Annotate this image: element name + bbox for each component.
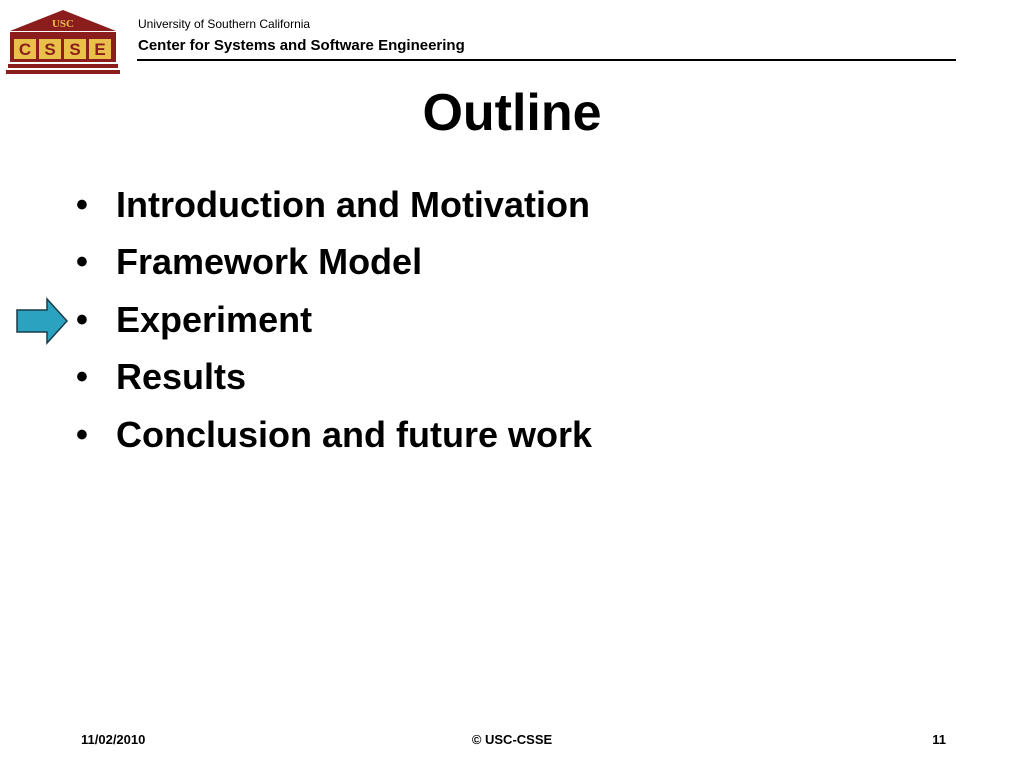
footer-copyright: © USC-CSSE — [471, 732, 553, 747]
logo-usc-text: USC — [51, 18, 75, 30]
slide-title: Outline — [422, 84, 602, 142]
bullet-icon: • — [76, 300, 88, 339]
logo-step-2 — [6, 70, 120, 74]
outline-item-conclusion: Conclusion and future work — [116, 413, 593, 455]
outline-item-experiment: Experiment — [116, 298, 313, 340]
logo-letter-2: S — [44, 40, 56, 59]
footer-date: 11/02/2010 — [81, 732, 146, 747]
logo-letter-1: C — [18, 40, 32, 59]
logo-step-1 — [8, 64, 118, 68]
list-item — [76, 176, 592, 234]
header-divider — [137, 59, 956, 61]
usc-csse-logo — [6, 9, 120, 75]
current-section-arrow-icon — [15, 297, 69, 345]
page-number: 11 — [932, 732, 946, 747]
list-item — [76, 291, 592, 349]
bullet-icon: • — [76, 185, 88, 224]
outline-item-results: Results — [116, 356, 247, 398]
bullet-icon: • — [76, 243, 88, 282]
list-item — [76, 349, 592, 407]
bullet-icon: • — [76, 358, 88, 397]
list-item — [76, 234, 592, 292]
outline-item-introduction: Introduction and Motivation — [116, 183, 590, 225]
center-name: Center for Systems and Software Engineering — [138, 37, 465, 54]
list-item — [76, 406, 592, 464]
bullet-icon: • — [76, 415, 88, 454]
outline-item-framework-model: Framework Model — [116, 241, 423, 283]
logo-letter-3: S — [69, 40, 81, 59]
header-text — [138, 17, 465, 55]
outline-list — [76, 176, 592, 464]
arrow-shape — [17, 299, 67, 343]
university-name: University of Southern California — [138, 17, 311, 31]
logo-entablature — [10, 32, 116, 36]
logo-letter-4: E — [94, 40, 106, 59]
